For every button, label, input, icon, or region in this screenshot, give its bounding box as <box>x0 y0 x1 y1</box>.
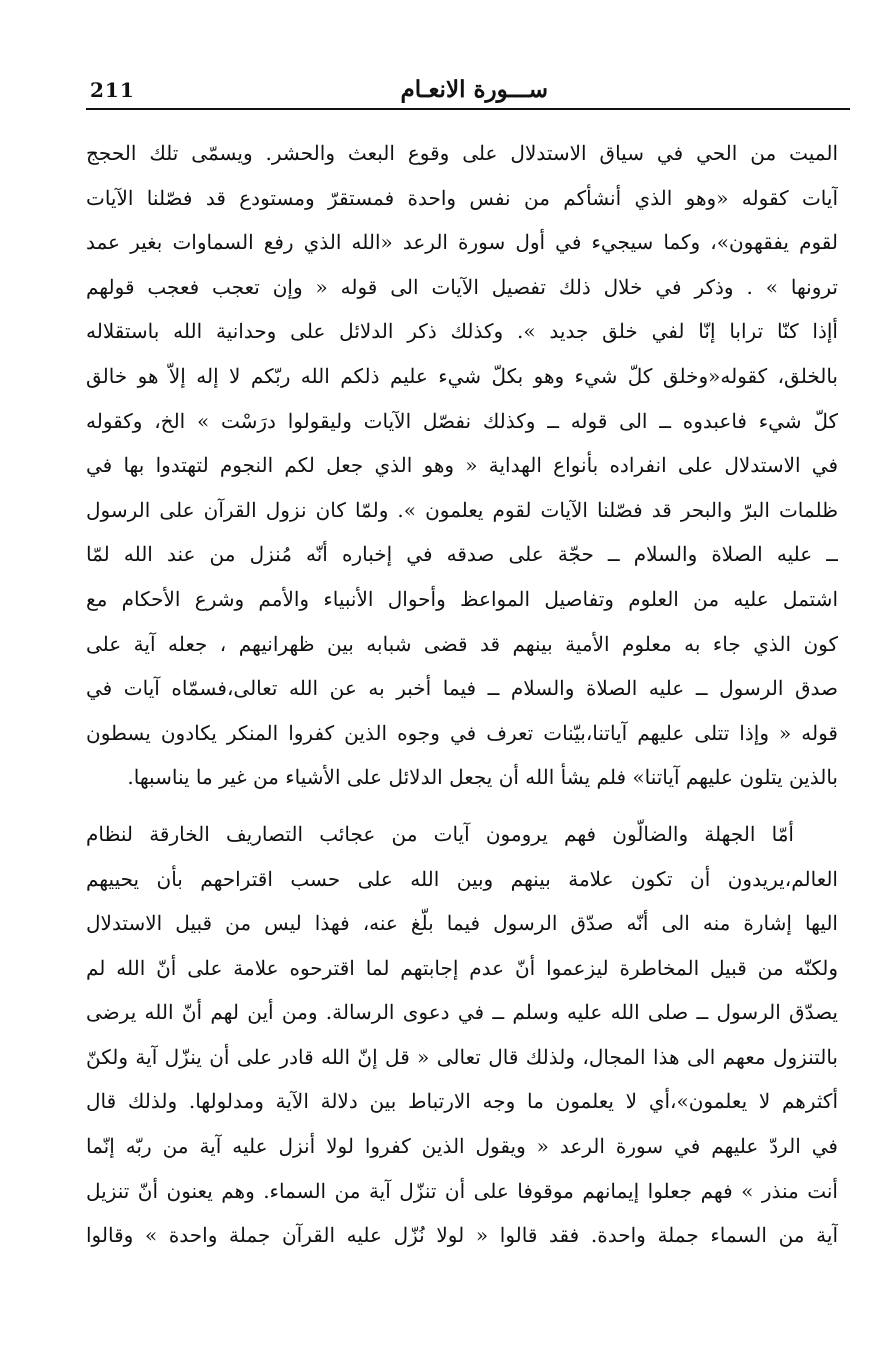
paragraph-gap <box>86 800 838 812</box>
text-line: اشتمل عليه من العلوم وتفاصيل المواعظ وأحوال الأنبياء والأمم وشرع الأحكام مع <box>86 586 838 611</box>
text-line: لقوم يفقهون»، وكما سيجيء في أول سورة الرعد «الله الذي رفع السماوات بغير عمد <box>86 230 838 255</box>
text-line: أإذا كنّا ترابا إنّا لفي خلق جديد ». وكذلك ذكر الدلائل على وحدانية الله باستقلاله <box>86 319 838 344</box>
text-line: صدق الرسول ــ عليه الصلاة والسلام ــ فيما أخبر به عن الله تعالى،فسمّاه آيات في <box>86 676 838 701</box>
text-line: في الردّ عليهم في سورة الرعد « ويقول الذين كفروا لولا أنزل عليه آية من ربّه إنّما <box>86 1134 838 1159</box>
text-line: قوله « وإذا تتلى عليهم آياتنا،بيّنات تعرف في وجوه الذين كفروا المنكر يكادون يسطون <box>86 720 838 745</box>
header-rule <box>86 108 850 110</box>
text-line: أنت منذر » فهم جعلوا إيمانهم موقوفا على أن تنزّل آية من السماء. وهم يعنون أنّ تنزيل <box>86 1178 838 1203</box>
page-header <box>86 78 848 108</box>
text-line: كون الذي جاء به معلوم الأمية بينهم قد قضى شبابه بين ظهرانيهم ، جعله آية على <box>86 631 838 656</box>
text-line: ــ عليه الصلاة والسلام ــ حجّة على صدقه في إخباره أنّه مُنزل من عند الله لمّا <box>86 542 838 567</box>
text-line: ظلمات البرّ والبحر قد فصّلنا الآيات لقوم يعلمون ». ولمّا كان نزول القرآن على الرسول <box>86 497 838 522</box>
text-line: يصدّق الرسول ــ صلى الله عليه وسلم ــ في دعوى الرسالة. ومن أين لهم أنّ الله يرضى <box>86 1000 838 1025</box>
text-line: بالخلق، كقوله«وخلق كلّ شيء وهو بكلّ شيء عليم ذلكم الله ربّكم لا إله إلاّ هو خالق <box>86 363 838 388</box>
page-number: 211 <box>90 78 135 102</box>
text-line: كلّ شيء فاعبدوه ــ الى قوله ــ وكذلك نفصّل الآيات وليقولوا درَسْت » الخ، وكقوله <box>86 408 838 433</box>
text-line: أمّا الجهلة والضالّون فهم يرومون آيات من عجائب التصاريف الخارقة لنظام <box>86 821 794 846</box>
text-line: العالم،يريدون أن تكون علامة بينهم وبين الله على حسب اقتراحهم بأن يحييهم <box>86 866 838 891</box>
body-text <box>86 131 838 1258</box>
text-line: في الاستدلال على انفراده بأنواع الهداية « وهو الذي جعل لكم النجوم لتهتدوا بها في <box>86 453 838 478</box>
text-line: آية من السماء جملة واحدة. فقد قالوا « لولا نُزّل عليه القرآن جملة واحدة » وقالوا <box>86 1223 838 1248</box>
text-line: آيات كقوله «وهو الذي أنشأكم من نفس واحدة فمستقرّ ومستودع قد فصّلنا الآيات <box>86 185 838 210</box>
text-line: ترونها » . وذكر في خلال ذلك تفصيل الآيات الى قوله « وإن تعجب فعجب قولهم <box>86 274 838 299</box>
text-line: الميت من الحي في سياق الاستدلال على وقوع البعث والحشر. ويسمّى تلك الحجج <box>86 141 838 165</box>
text-line: بالذين يتلون عليهم آياتنا» فلم يشأ الله أن يجعل الدلائل على الأشياء من غير ما يناسبها. <box>127 765 838 790</box>
text-line: أكثرهم لا يعلمون»،أي لا يعلمون ما وجه الارتباط بين دلالة الآية ومدلولها. ولذلك قال <box>86 1089 838 1114</box>
text-line: اليها إشارة منه الى أنّه صدّق الرسول فيما بلّغ عنه، فهذا ليس من قبيل الاستدلال <box>86 911 838 936</box>
running-title: ســـورة الانعـام <box>400 76 548 103</box>
text-line: بالتنزول معهم الى هذا المجال، ولذلك قال تعالى « قل إنّ الله قادر على أن ينزّل آية ولكنّ <box>86 1044 838 1069</box>
text-line: ولكنّه من قبيل المخاطرة ليزعموا أنّ عدم إجابتهم لما اقترحوه علامة على أنّ الله لم <box>86 955 838 980</box>
paragraph-2 <box>86 812 838 1258</box>
paragraph-1 <box>86 131 838 800</box>
